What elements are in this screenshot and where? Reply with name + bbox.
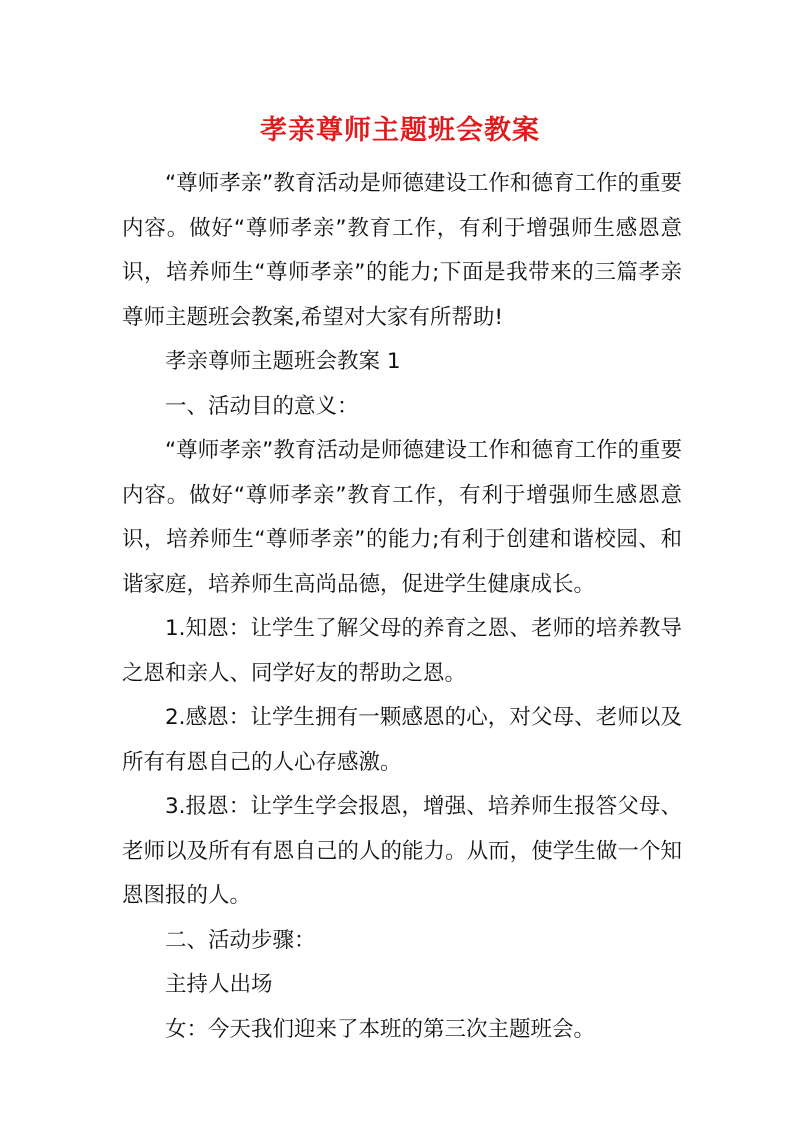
point-know-gratitude: 1.知恩：让学生了解父母的养育之恩、老师的培养教导之恩和亲人、同学好友的帮助之恩。	[122, 616, 682, 686]
host-entrance-line: 主持人出场	[165, 972, 273, 997]
point-feel-gratitude: 2.感恩：让学生拥有一颗感恩的心，对父母、老师以及所有有恩自己的人心存感激。	[122, 705, 682, 775]
point-repay-gratitude: 3.报恩：让学生学会报恩，增强、培养师生报答父母、老师以及所有有恩自己的人的能力。从而，使学生做一个知恩图报的人。	[122, 794, 682, 908]
dialogue-line: 女：今天我们迎来了本班的第三次主题班会。	[165, 1016, 596, 1042]
purpose-paragraph: “尊师孝亲”教育活动是师德建设工作和德育工作的重要内容。做好“尊师孝亲”教育工作，有利于增强师生感恩意识，培养师生“尊师孝亲”的能力;有利于创建和谐校园、和谐家庭，培养师生高尚品德，促进学生健康成长。	[122, 438, 682, 597]
section-heading-purpose: 一、活动目的意义：	[165, 393, 359, 419]
section-heading-steps: 二、活动步骤：	[165, 927, 316, 953]
intro-paragraph: “尊师孝亲”教育活动是师德建设工作和德育工作的重要内容。做好“尊师孝亲”教育工作，有利于增强师生感恩意识，培养师生“尊师孝亲”的能力;下面是我带来的三篇孝亲尊师主题班会教案,希望对大家有所帮助!	[122, 171, 682, 330]
lesson-plan-subtitle: 孝亲尊师主题班会教案 1	[165, 349, 401, 374]
document-title: 孝亲尊师主题班会教案	[260, 115, 540, 146]
document-body	[122, 162, 682, 1052]
